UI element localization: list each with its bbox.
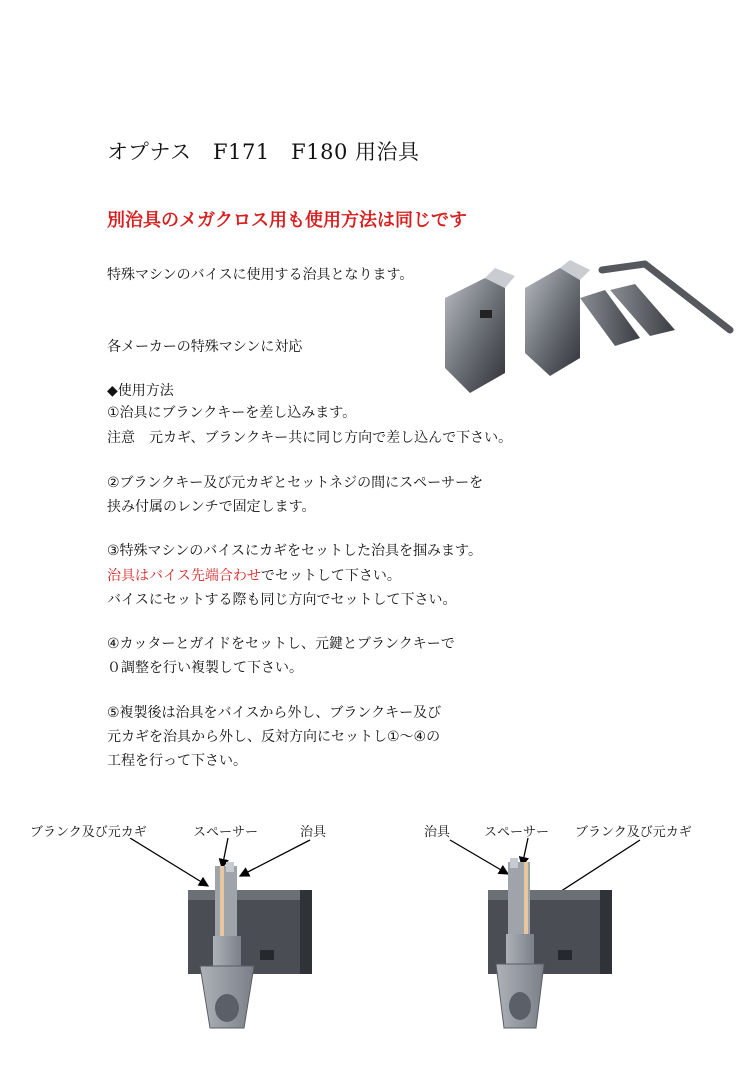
step2-line2: 挟み付属のレンチで固定します。	[107, 499, 316, 515]
right-label-spacer: スペーサー	[484, 825, 550, 840]
step5-line1: ⑤複製後は治具をバイスから外し、ブランクキー及び	[107, 705, 442, 721]
subtitle-notice: 別治具のメガクロス用も使用方法は同じです	[107, 210, 467, 231]
intro-text: 特殊マシンのバイスに使用する治具となります。	[107, 267, 414, 283]
step2-line1: ②ブランクキー及び元カギとセットネジの間にスペーサーを	[107, 475, 484, 491]
right-label-jig: 治具	[424, 825, 451, 840]
step3-line3: バイスにセットする際も同じ方向でセットして下さい。	[107, 592, 457, 608]
step5-line2: 元カギを治具から外し、反対方向にセットし①～④の	[107, 729, 441, 745]
step1-text: ①治具にブランクキーを差し込みます。	[107, 405, 357, 421]
right-label-blank: ブランク及び元カギ	[575, 825, 692, 840]
left-label-jig: 治具	[300, 825, 327, 840]
page-title: オプナス F171 F180 用治具	[107, 140, 420, 164]
compatibility-text: 各メーカーの特殊マシンに対応	[107, 339, 303, 355]
product-photo	[430, 258, 745, 398]
left-label-spacer: スペーサー	[193, 825, 259, 840]
step5-line3: 工程を行って下さい。	[107, 753, 247, 769]
right-diagram	[430, 838, 690, 1058]
step3-line2	[107, 566, 401, 586]
step3-rest: でセットして下さい。	[260, 568, 401, 584]
step4-line2: ０調整を行い複製して下さい。	[107, 660, 303, 676]
step4-line1: ④カッターとガイドをセットし、元鍵とブランクキーで	[107, 636, 455, 652]
step3-warning: 治具はバイス先端合わせ	[107, 568, 261, 584]
step1-note: 注意 元カギ、ブランクキー共に同じ方向で差し込んで下さい。	[107, 430, 513, 446]
step3-line1: ③特殊マシンのバイスにカギをセットした治具を掴みます。	[107, 543, 482, 559]
usage-heading: ◆使用方法	[107, 383, 174, 399]
left-diagram	[120, 838, 340, 1058]
left-label-blank: ブランク及び元カギ	[30, 825, 147, 840]
